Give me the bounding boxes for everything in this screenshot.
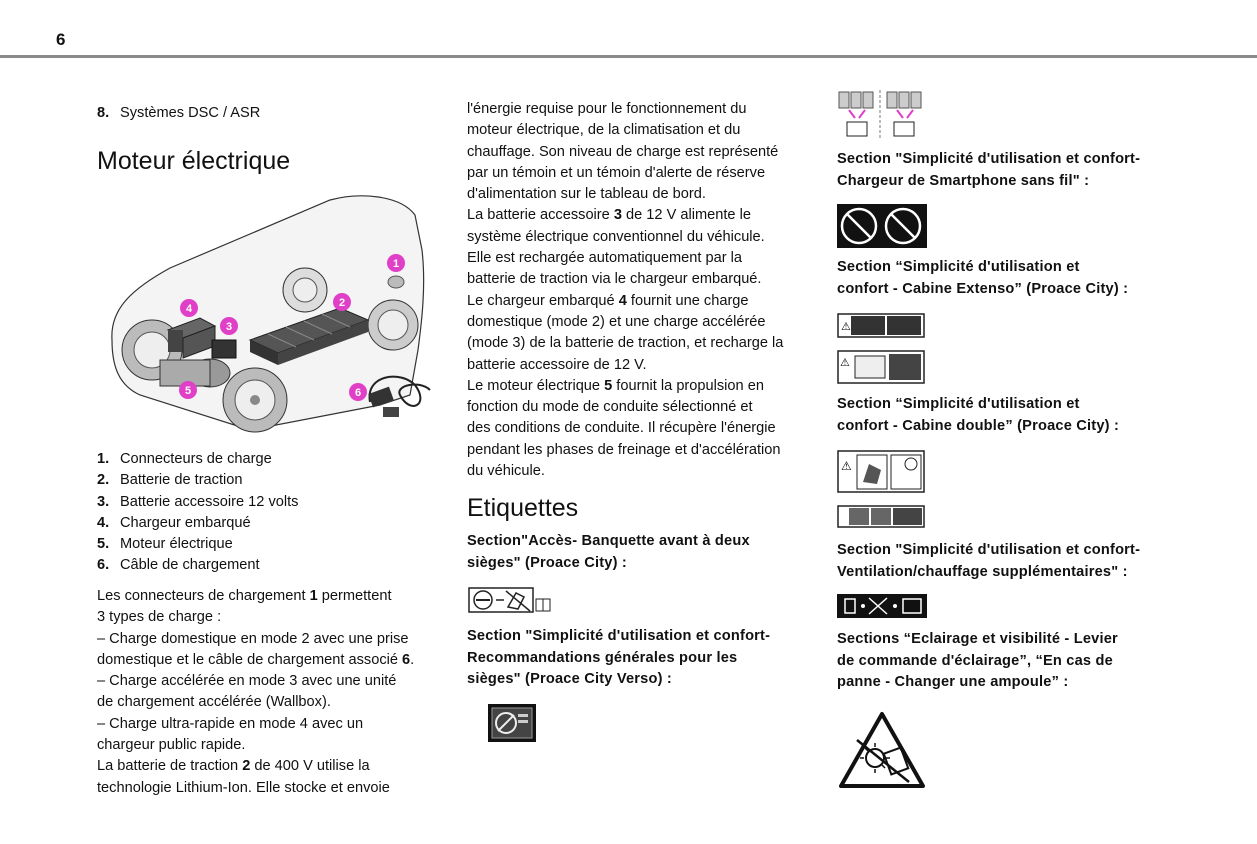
callout-2: 2 — [338, 297, 346, 309]
charging-paragraph: Les connecteurs de chargement 1 permettent 3 types de charge : – Charge domestique en mode 2 avec une prise domestique et le câble de chargement associé 6. – Charge accélérée en mode 3 avec une unité de chargement accélérée (Wallbox). – Charge ultra-rapide en mode 4 avec un chargeur public rapide. La batterie de traction 2 de 400 V utilise la technologie Lithium-Ion. Elle stocke et envoie — [97, 588, 415, 796]
page-number: 6 — [56, 30, 66, 49]
heading-etiquettes: Etiquettes — [467, 494, 579, 522]
heading-moteur: Moteur électrique — [97, 147, 291, 175]
item-8-text: Systèmes DSC / ASR — [120, 105, 261, 121]
seat-warning-icon — [488, 704, 536, 742]
svg-text:⚠: ⚠ — [840, 357, 850, 369]
svg-text:⚠: ⚠ — [841, 459, 852, 473]
callout-1: 1 — [392, 258, 400, 270]
callout-3: 3 — [225, 321, 233, 333]
svg-text:⚠: ⚠ — [841, 321, 851, 333]
wireless-charger-icon — [837, 88, 927, 140]
callout-6: 6 — [354, 387, 362, 399]
item-8-num: 8. — [97, 105, 110, 121]
list-item: 6. Câble de chargement — [97, 557, 260, 574]
cabine-double-label-icon — [837, 450, 927, 494]
section-acces: Section"Accès- Banquette avant à deux sièges" (Proace City) : — [467, 533, 750, 571]
list-item: 3. Batterie accessoire 12 volts — [97, 493, 299, 510]
no-sun-warning-icon — [837, 710, 927, 790]
list-item: 2. Batterie de traction — [97, 472, 243, 489]
label-airbag-icon — [468, 587, 554, 615]
list-item: 4. Chargeur embarqué — [97, 514, 251, 531]
extenso-label-1-icon — [837, 313, 927, 339]
callout-5: 5 — [184, 385, 192, 397]
list-item: 1. Connecteurs de charge — [97, 451, 272, 467]
section-recommandations: Section "Simplicité d'utilisation et confort- Recommandations générales pour les sièges" (Proace City Verso) : — [467, 628, 771, 687]
section-cabine-double: Section “Simplicité d'utilisation et confort - Cabine double” (Proace City) : — [837, 396, 1120, 434]
middle-paragraph: l'énergie requise pour le fonctionnement du moteur électrique, de la climatisation et du chauffage. Son niveau de charge est représenté par un témoin et un témoin d'alerte de réserve d'alimentation sur le tableau de bord. La batterie accessoire 3 de 12 V alimente le système électrique conventionnel du véhicule. Elle est rechargée automatiquement par la batterie de traction via le chargeur embarqué. Le chargeur embarqué 4 fournit une charge domestique (mode 2) et une charge accélérée (mode 3) de la batterie de traction, et recharge la batterie accessoire de 12 V. Le moteur électrique 5 fournit la propulsion en fonction du mode de conduite sélectionné et des conditions de conduite. Il récupère l'énergie pendant les phases de freinage et d'accélération du véhicule. — [467, 101, 784, 480]
ventilation-label-icon — [837, 594, 927, 618]
section-smartphone: Section "Simplicité d'utilisation et confort- Chargeur de Smartphone sans fil" : — [837, 151, 1141, 189]
section-ventilation: Section "Simplicité d'utilisation et confort- Ventilation/chauffage supplémentaires" : — [837, 542, 1141, 580]
callout-4: 4 — [185, 303, 193, 315]
component-list — [97, 449, 298, 577]
extenso-label-2-icon — [837, 350, 927, 385]
list-item: 5. Moteur électrique — [97, 536, 233, 553]
no-key-card-icon — [837, 204, 927, 248]
vehicle-diagram — [100, 190, 450, 445]
item-8 — [97, 103, 260, 124]
header-rule — [0, 55, 1257, 58]
section-extenso: Section “Simplicité d'utilisation et confort - Cabine Extenso” (Proace City) : — [837, 259, 1129, 297]
section-eclairage: Sections “Eclairage et visibilité - Levier de commande d'éclairage”, “En cas de panne - Changer une ampoule” : — [837, 631, 1118, 690]
cabine-double-strip-icon — [837, 505, 927, 529]
